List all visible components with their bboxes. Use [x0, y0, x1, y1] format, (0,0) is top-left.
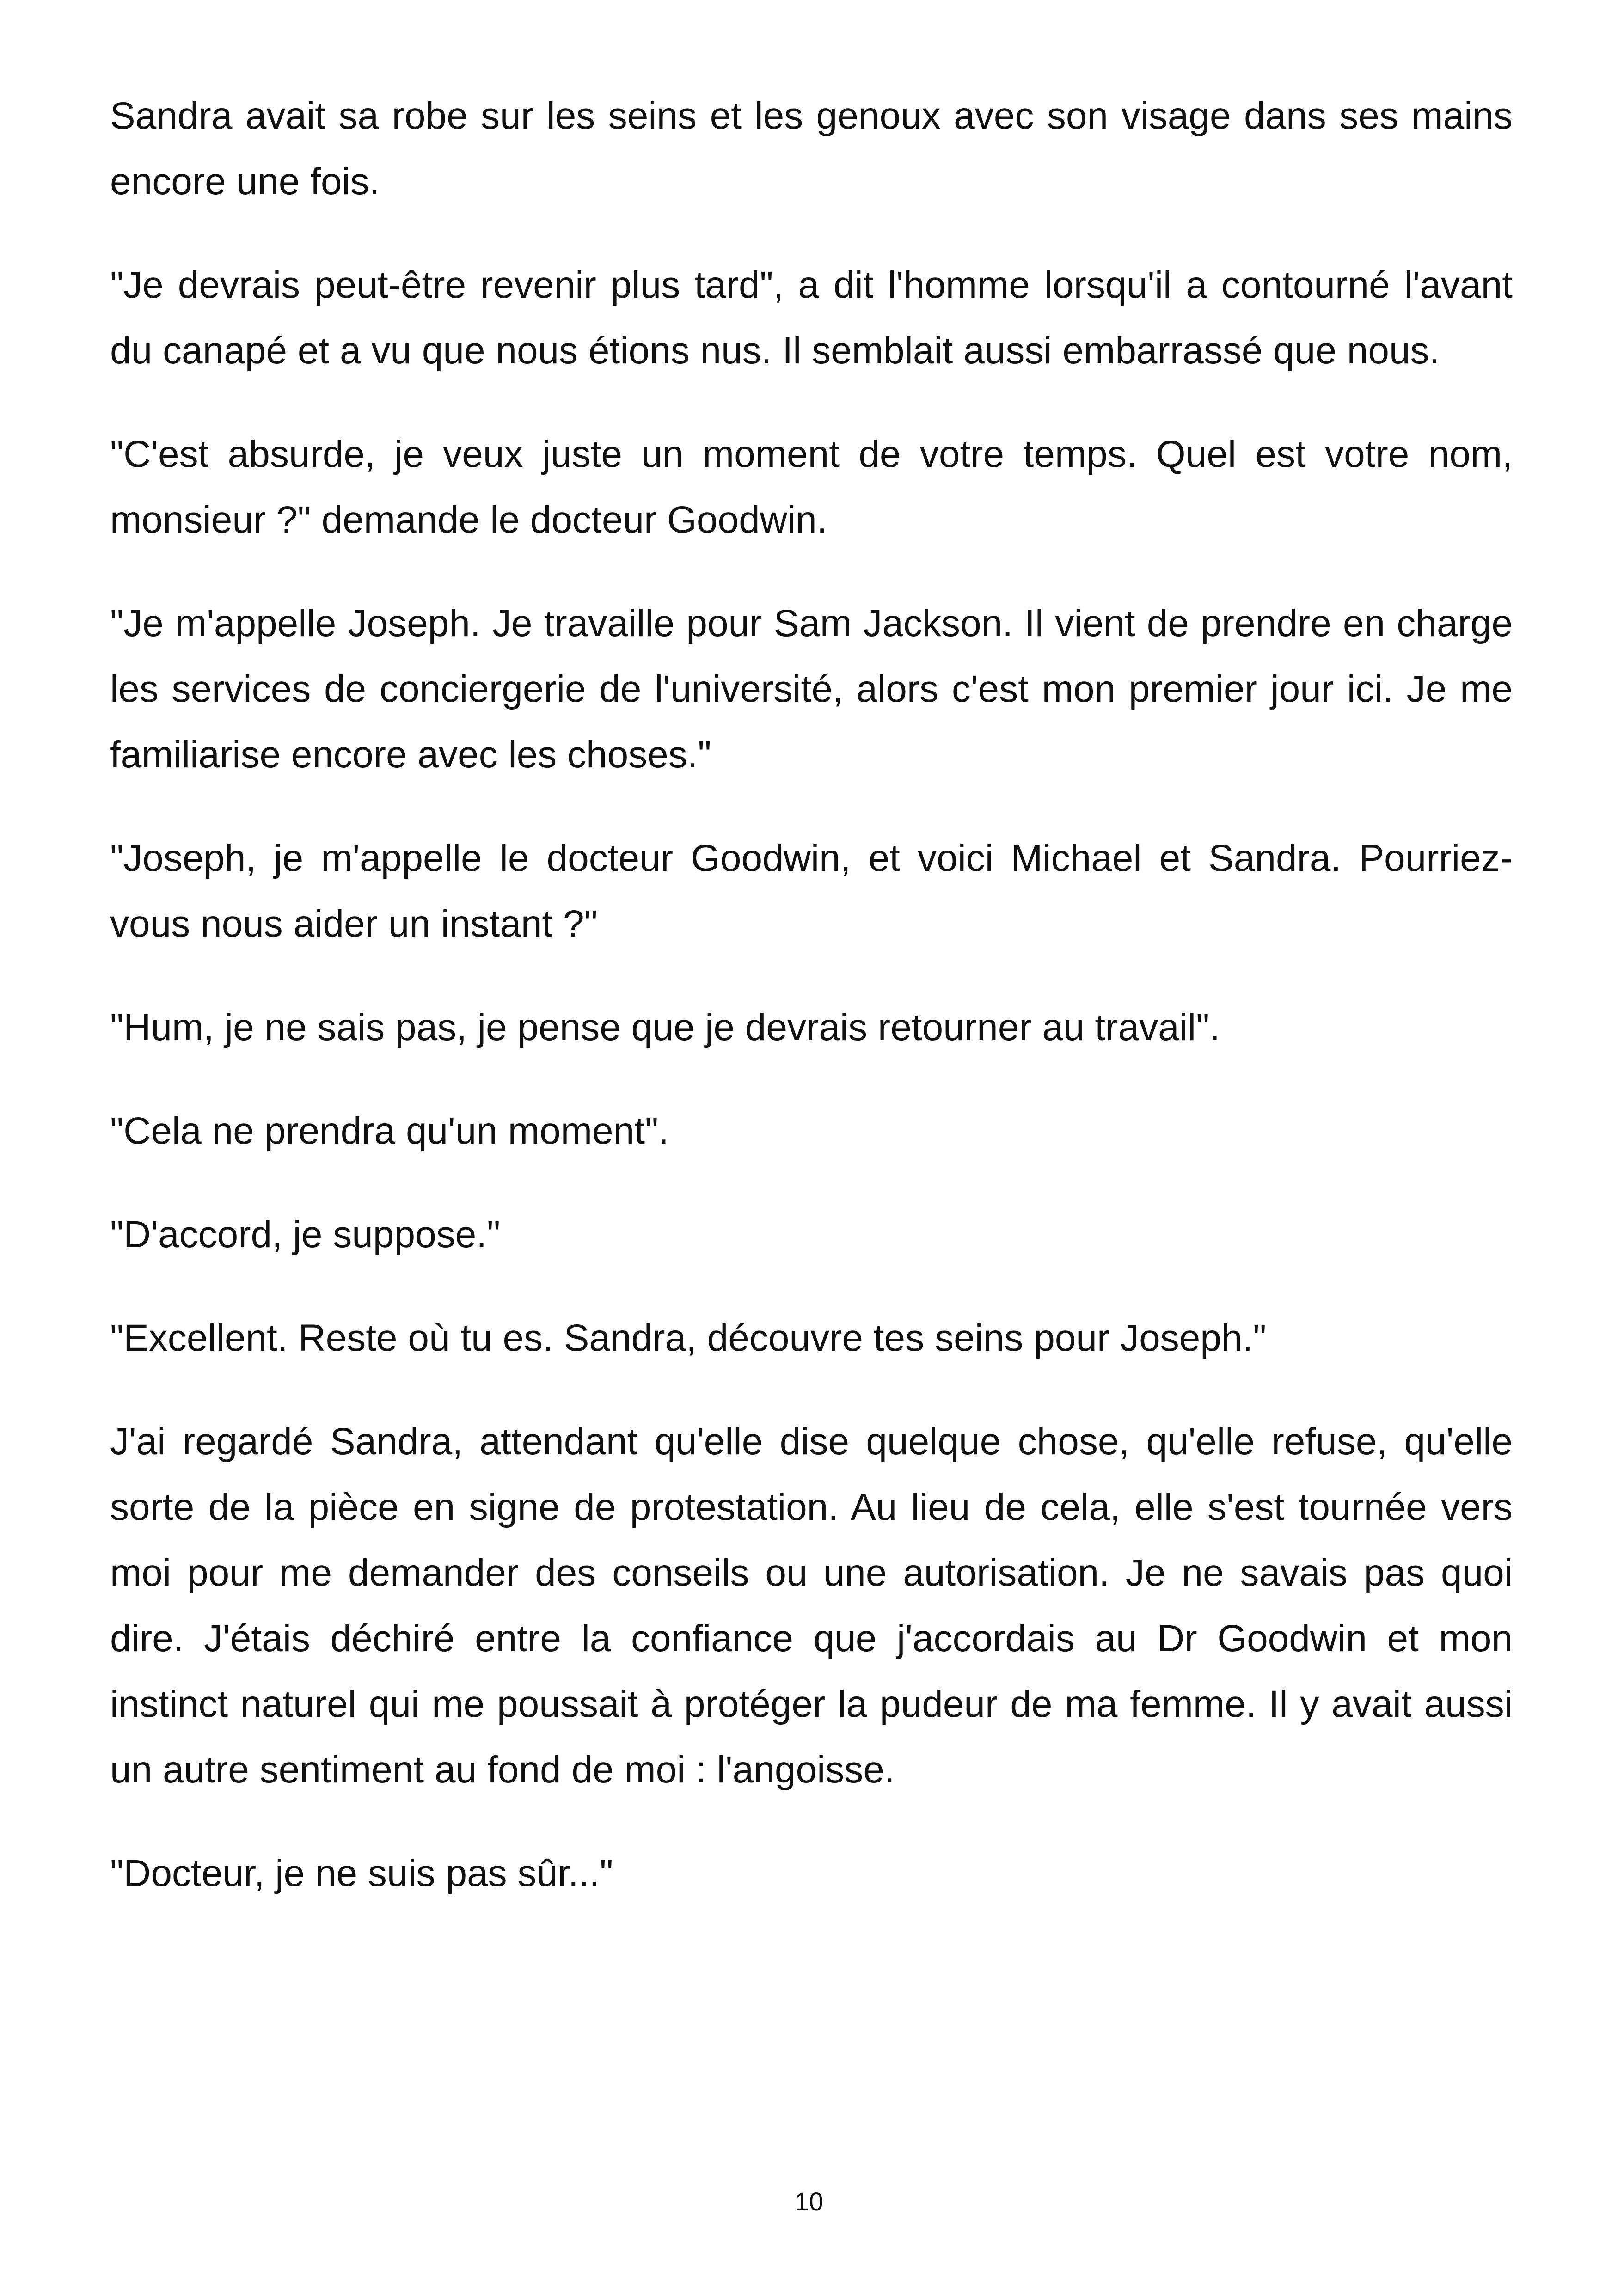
paragraph-8: "D'accord, je suppose.": [110, 1213, 501, 1255]
paragraph-7: "Cela ne prendra qu'un moment".: [110, 1110, 669, 1152]
paragraph-10: J'ai regardé Sandra, attendant qu'elle dise quelque chose, qu'elle refuse, qu'elle sorte de la pièce en signe de protestation. Au lieu de cela, elle s'est tournée vers moi pour me demander des conseils ou une autorisation. Je ne savais pas quoi dire. J'étais déchiré entre la confiance que j'accordais au Dr Goodwin et mon instinct naturel qui me poussait à protéger la pudeur de ma femme. Il y avait aussi un autre sentiment au fond de moi : l'angoisse.: [110, 1420, 1513, 1791]
paragraph-3: "C'est absurde, je veux juste un moment de votre temps. Quel est votre nom, monsieur ?" demande le docteur Goodwin.: [110, 433, 1513, 541]
page-number: 10: [794, 2187, 824, 2216]
paragraph-9: "Excellent. Reste où tu es. Sandra, découvre tes seins pour Joseph.": [110, 1317, 1267, 1359]
paragraph-5: "Joseph, je m'appelle le docteur Goodwin, et voici Michael et Sandra. Pourriez-vous nous aider un instant ?": [110, 837, 1513, 945]
body-text: [110, 83, 1513, 1944]
paragraph-6: "Hum, je ne sais pas, je pense que je devrais retourner au travail".: [110, 1006, 1220, 1048]
paragraph-1: Sandra avait sa robe sur les seins et les genoux avec son visage dans ses mains encore une fois.: [110, 95, 1513, 202]
paragraph-11: "Docteur, je ne suis pas sûr...": [110, 1852, 613, 1894]
paragraph-2: "Je devrais peut-être revenir plus tard", a dit l'homme lorsqu'il a contourné l'avant du canapé et a vu que nous étions nus. Il semblait aussi embarrassé que nous.: [110, 264, 1513, 372]
paragraph-4: "Je m'appelle Joseph. Je travaille pour Sam Jackson. Il vient de prendre en charge les services de conciergerie de l'université, alors c'est mon premier jour ici. Je me familiarise encore avec les choses.": [110, 602, 1513, 776]
